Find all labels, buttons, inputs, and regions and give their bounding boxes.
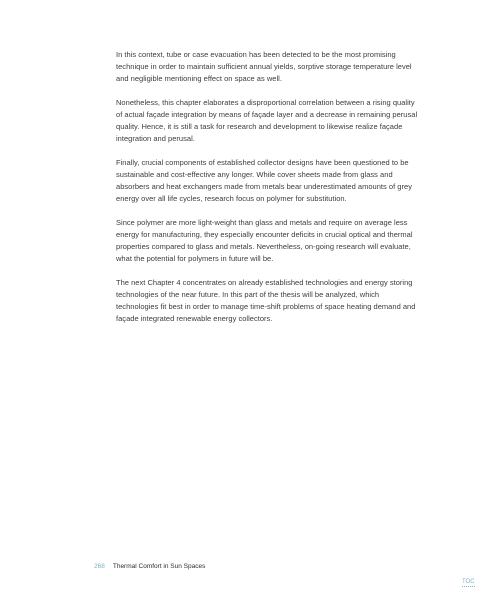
paragraph-5: The next Chapter 4 concentrates on already established technologies and energy storing technologies of the near future. In this part of the thesis will be analyzed, which technologies fit best in order to manage time-shift problems of space heating demand and façade integrated renewable energy collectors. <box>116 278 416 323</box>
page-number: 268 <box>94 563 105 570</box>
page-footer <box>94 562 205 571</box>
body-text <box>116 49 421 337</box>
paragraph-2: Nonetheless, this chapter elaborates a disproportional correlation between a rising quality of actual façade integration by means of façade layer and a decrease in remaining perusal quality. Hence, it is still a task for research and development to likewise realize façade integration and perusal. <box>116 98 418 143</box>
paragraph-3: Finally, crucial components of established collector designs have been questioned to be sustainable and cost-effective any longer. While cover sheets made from glass and absorbers and heat exchangers made from metals bear underestimated amounts of grey energy over all life cycles, research focus on polymer for substitution. <box>116 158 412 203</box>
running-title: Thermal Comfort in Sun Spaces <box>112 563 206 570</box>
paragraph-1: In this context, tube or case evacuation has been detected to be the most promising technique in order to maintain sufficient annual yields, sorptive storage temperature level and negligible mentioning effect on space as well. <box>116 50 412 83</box>
paragraph-4: Since polymer are more light-weight than glass and metals and require on average less energy for manufacturing, they especially encounter deficits in crucial optical and thermal properties compared to glass and metals. Nevertheless, on-going research will evaluate, what the potential for polymers in future will be. <box>116 218 413 263</box>
toc-link[interactable]: TOC <box>462 579 475 585</box>
